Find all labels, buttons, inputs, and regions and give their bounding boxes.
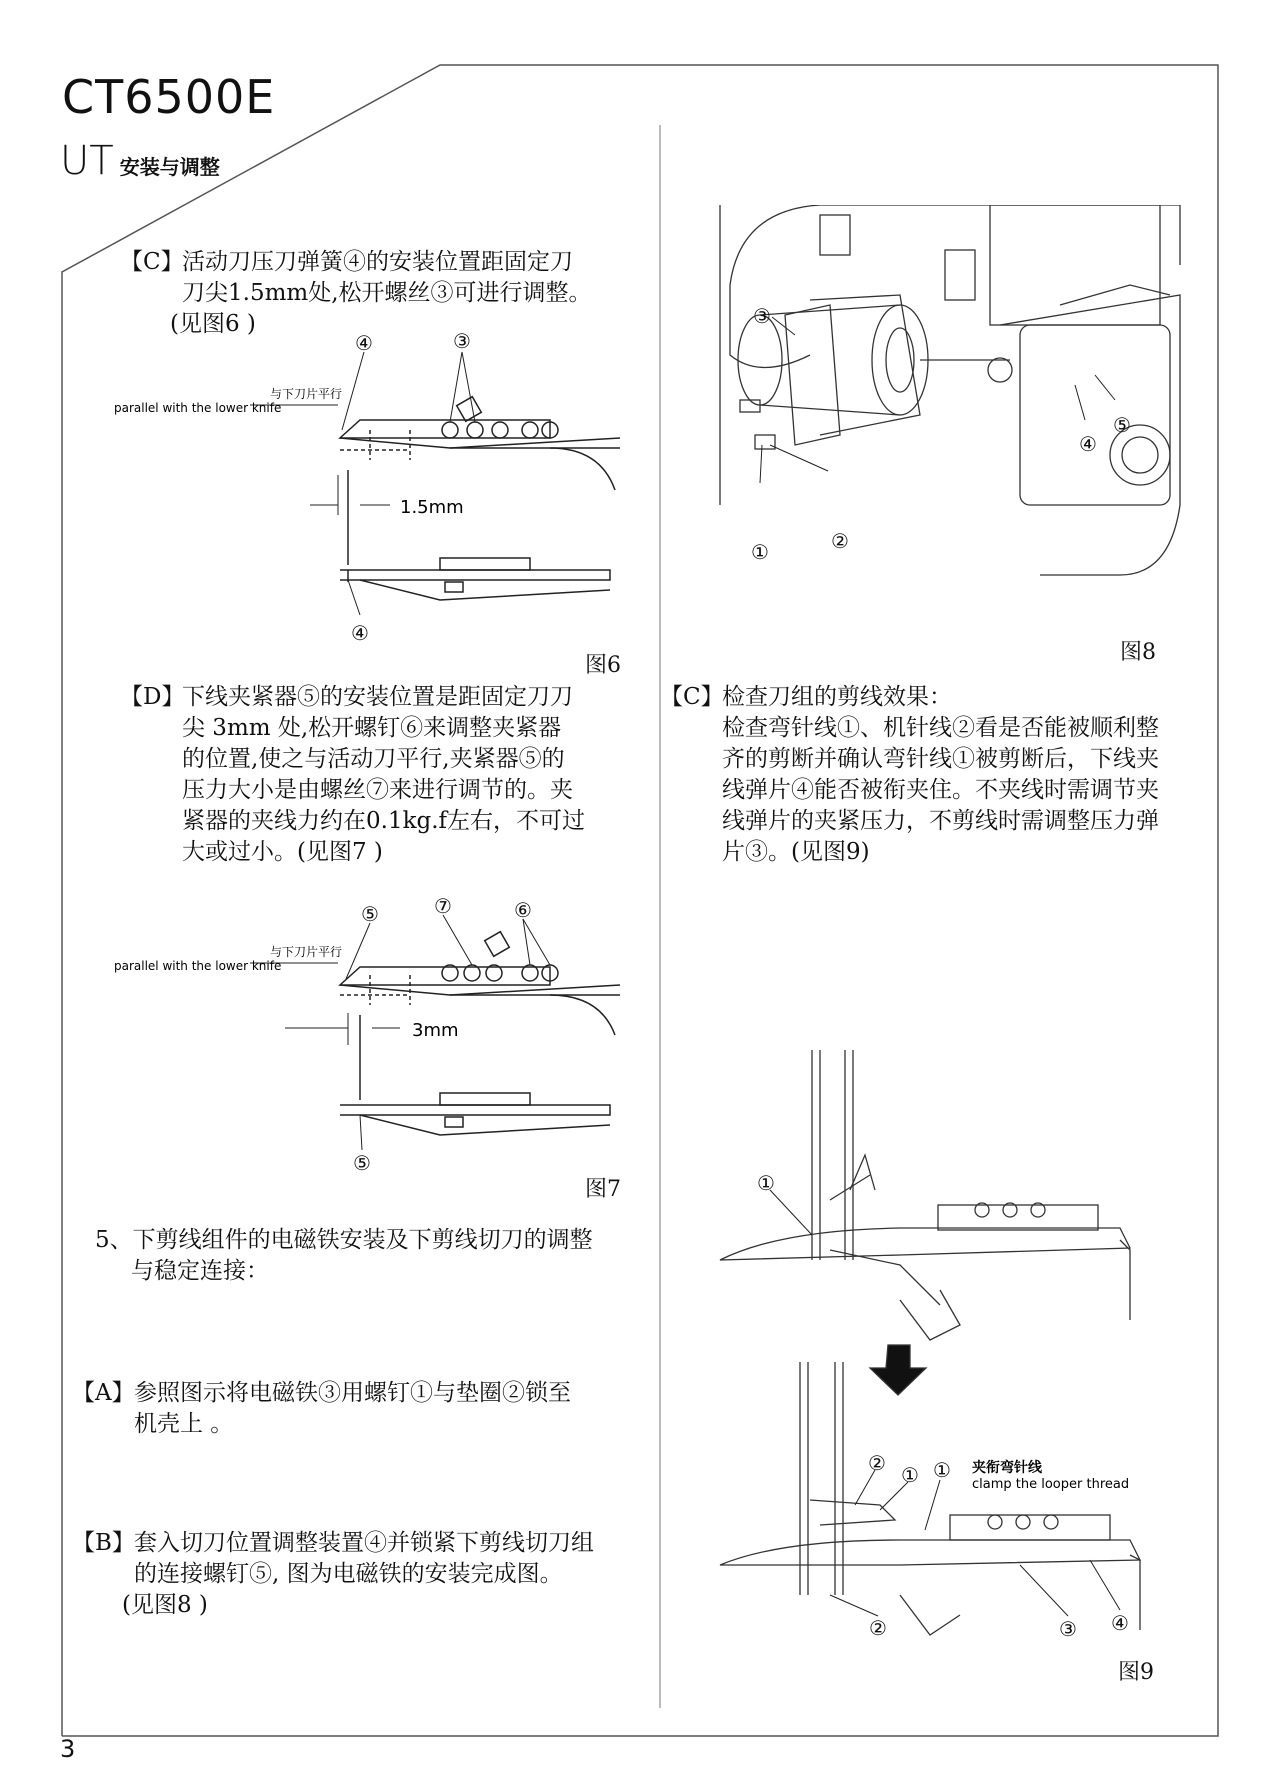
parallel-label-en: parallel with the lower knife xyxy=(114,959,282,973)
dimension-label: 3mm xyxy=(412,1020,459,1041)
para-b-cutter xyxy=(72,1528,652,1621)
para-tag: 【A】 xyxy=(72,1380,135,1406)
para-line: 片③。(见图9) xyxy=(722,839,870,865)
para-tag: 【C】 xyxy=(660,684,724,710)
para-tag: 【D】 xyxy=(120,684,185,710)
para-d-clamp xyxy=(120,682,640,868)
para-line: 的位置,使之与活动刀平行,夹紧器⑤的 xyxy=(182,746,565,772)
model-title: CT6500E xyxy=(62,70,276,124)
figure-9-diagram xyxy=(700,1050,1200,1640)
callout-3-bottom: ③ xyxy=(1059,1617,1077,1640)
para-line: 套入切刀位置调整装置④并锁紧下剪线切刀组 xyxy=(134,1530,594,1556)
para-line: 的连接螺钉⑤, 图为电磁铁的安装完成图。 xyxy=(134,1561,563,1587)
figure-8-caption: 图8 xyxy=(1120,640,1156,665)
para-line: (见图8 ) xyxy=(122,1592,208,1618)
callout-3: ③ xyxy=(753,304,771,328)
para-c-install xyxy=(120,247,640,340)
para-line: 活动刀压刀弹簧④的安装位置距固定刀 xyxy=(182,249,573,275)
callout-1-upper: ① xyxy=(901,1463,919,1487)
callout-1-clamp: ① xyxy=(933,1458,951,1482)
para-c-check xyxy=(660,682,1220,868)
para-line: 紧器的夹线力约在0.1kg.f左右，不可过 xyxy=(182,808,586,834)
para-line: 下线夹紧器⑤的安装位置是距固定刀刀 xyxy=(182,684,573,710)
callout-2-upper: ② xyxy=(868,1451,886,1475)
section-5-heading xyxy=(95,1225,655,1287)
figure-8-diagram xyxy=(700,205,1200,605)
clamp-label-cn: 夹衔弯针线 xyxy=(972,1460,1042,1476)
callout-5: ⑤ xyxy=(1113,413,1131,437)
dimension-label: 1.5mm xyxy=(400,497,464,518)
section-header xyxy=(60,138,220,184)
callout-3: ③ xyxy=(453,330,471,353)
para-tag: 【B】 xyxy=(72,1530,135,1556)
parallel-label-cn: 与下刀片平行 xyxy=(270,387,343,401)
callout-7: ⑦ xyxy=(434,895,452,918)
para-line: 大或过小。(见图7 ) xyxy=(182,839,383,865)
para-line: 检查弯针线①、机针线②看是否能被顺利整 xyxy=(722,715,1159,741)
section-line: 5、下剪线组件的电磁铁安装及下剪线切刀的调整 xyxy=(95,1227,593,1253)
figure-7-diagram xyxy=(110,895,630,1185)
callout-1-top: ① xyxy=(757,1171,775,1195)
callout-1: ① xyxy=(751,540,769,564)
para-line: 线弹片④能否被衔夹住。不夹线时需调节夹 xyxy=(722,777,1159,803)
para-line: 参照图示将电磁铁③用螺钉①与垫圈②锁至 xyxy=(134,1380,571,1406)
section-title: 安装与调整 xyxy=(119,155,220,179)
figure-7-caption: 图7 xyxy=(585,1177,621,1202)
para-line: 刀尖1.5mm处,松开螺丝③可进行调整。 xyxy=(182,280,592,306)
clamp-label-en: clamp the looper thread xyxy=(972,1477,1130,1492)
callout-6: ⑥ xyxy=(514,898,532,922)
para-a-magnet xyxy=(72,1378,652,1440)
callout-2: ② xyxy=(831,529,849,553)
para-line: (见图6 ) xyxy=(170,311,256,337)
callout-4-bottom: ④ xyxy=(1111,1611,1129,1635)
page-number: 3 xyxy=(60,1735,76,1763)
figure-9-caption: 图9 xyxy=(1118,1660,1154,1685)
section-prefix: UT xyxy=(60,138,114,184)
callout-4-bottom: ④ xyxy=(351,621,369,645)
figure-6-diagram xyxy=(110,330,630,660)
callout-4: ④ xyxy=(355,331,373,355)
callout-5: ⑤ xyxy=(361,902,379,926)
para-line: 齐的剪断并确认弯针线①被剪断后，下线夹 xyxy=(722,746,1159,772)
para-line: 尖 3mm 处,松开螺钉⑥来调整夹紧器 xyxy=(182,715,562,741)
callout-2-bottom: ② xyxy=(869,1616,887,1640)
parallel-label-en: parallel with the lower knife xyxy=(114,401,282,415)
parallel-label-cn: 与下刀片平行 xyxy=(270,945,343,959)
para-line: 线弹片的夹紧压力，不剪线时需调整压力弹 xyxy=(722,808,1159,834)
callout-5-bottom: ⑤ xyxy=(353,1151,371,1175)
section-line: 与稳定连接： xyxy=(131,1258,269,1284)
para-tag: 【C】 xyxy=(120,249,184,275)
para-line: 检查刀组的剪线效果： xyxy=(722,684,952,710)
para-line: 机壳上 。 xyxy=(134,1411,234,1437)
callout-4: ④ xyxy=(1079,432,1097,456)
figure-6-caption: 图6 xyxy=(585,653,621,678)
para-line: 压力大小是由螺丝⑦来进行调节的。夹 xyxy=(182,777,573,803)
